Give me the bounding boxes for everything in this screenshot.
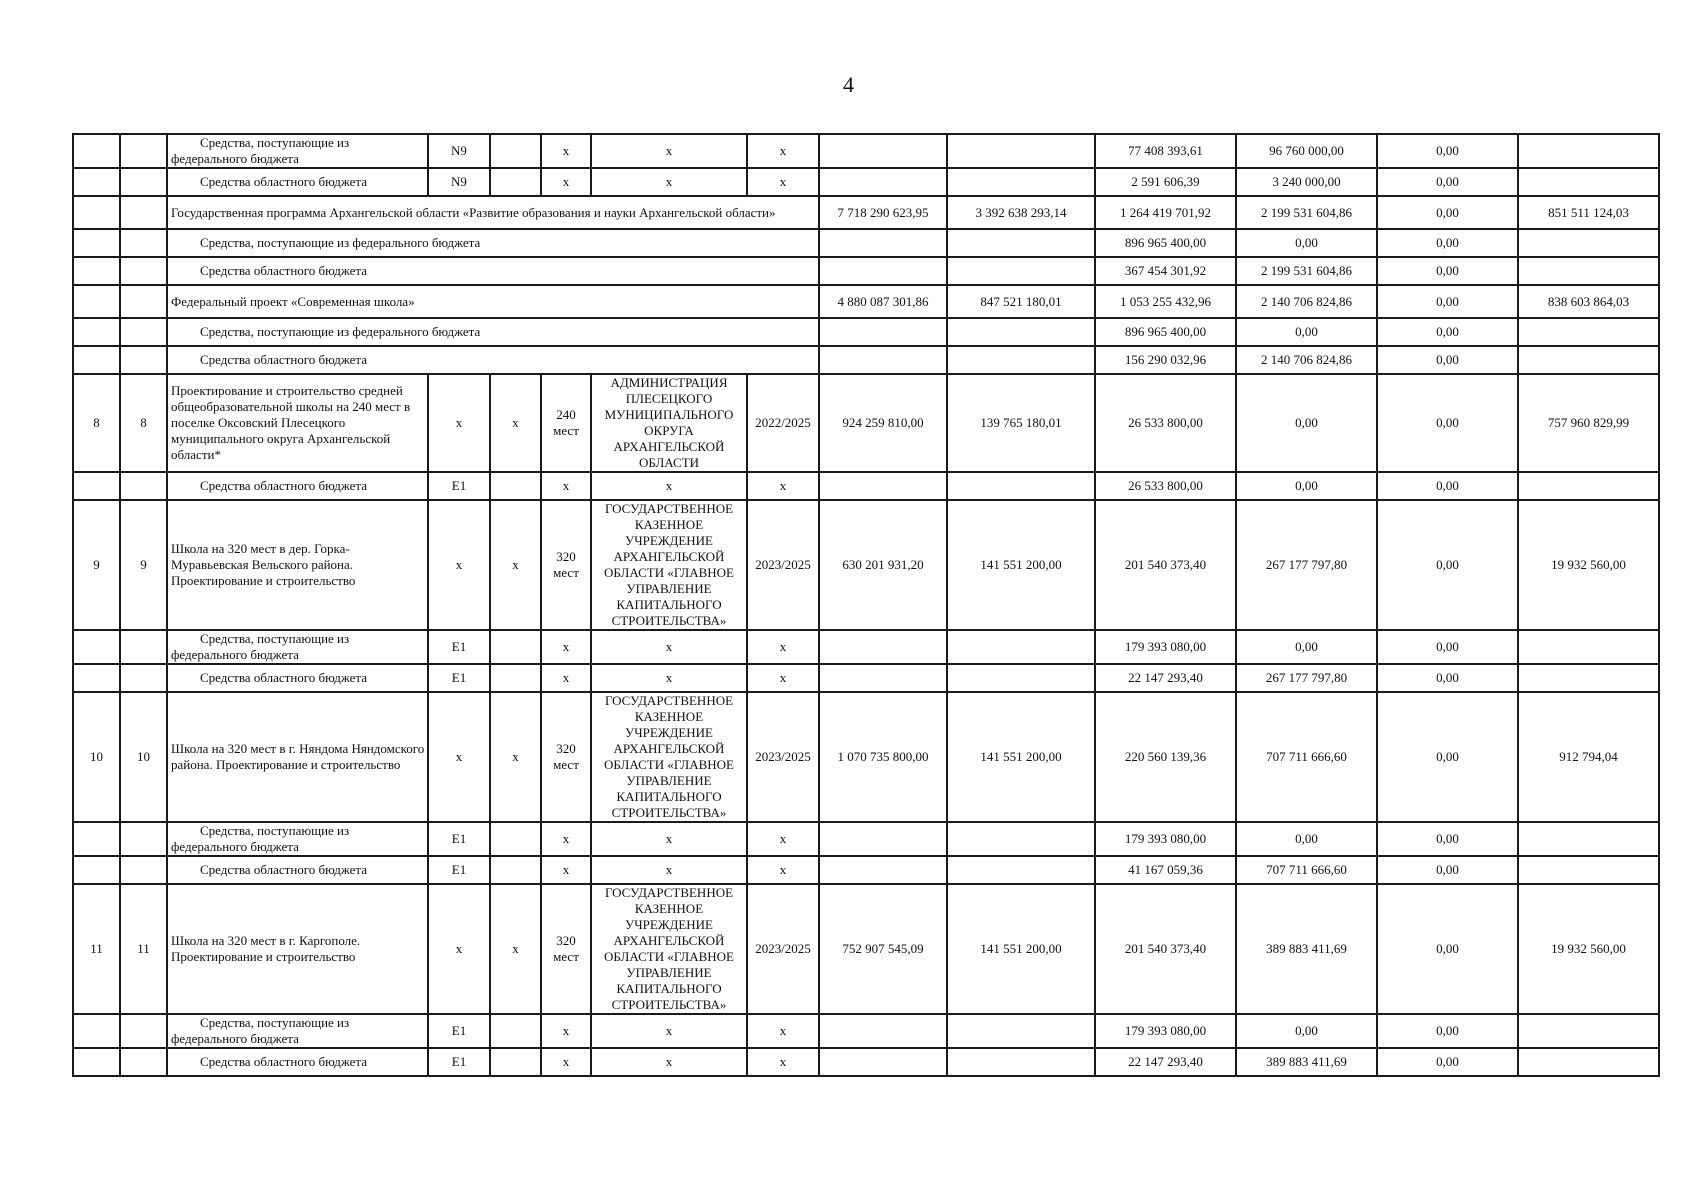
amount-cell [1518,856,1659,884]
code-cell: x [428,500,490,630]
capacity-cell: 240 мест [541,374,591,472]
marker-cell [490,134,541,168]
row-number-cell [120,168,167,196]
table-row [73,822,1659,856]
row-number-cell [120,472,167,500]
row-number-cell [73,630,120,664]
marker-cell [490,822,541,856]
funding-source-cell: Средства областного бюджета [167,472,428,500]
amount-cell: 912 794,04 [1518,692,1659,822]
amount-cell: 179 393 080,00 [1095,822,1236,856]
row-number-cell [120,664,167,692]
amount-cell [819,822,947,856]
organization-cell: x [591,630,747,664]
capacity-cell: x [541,1048,591,1076]
amount-cell [1518,168,1659,196]
amount-cell: 139 765 180,01 [947,374,1095,472]
object-name-cell: Школа на 320 мест в дер. Горка-Муравьевская Вельского района. Проектирование и строительство [167,500,428,630]
amount-cell: 389 883 411,69 [1236,884,1377,1014]
amount-cell: 707 711 666,60 [1236,856,1377,884]
amount-cell [1518,822,1659,856]
amount-cell: 3 240 000,00 [1236,168,1377,196]
code-cell: E1 [428,1014,490,1048]
amount-cell: 752 907 545,09 [819,884,947,1014]
amount-cell: 389 883 411,69 [1236,1048,1377,1076]
row-number-cell [120,229,167,257]
amount-cell: 220 560 139,36 [1095,692,1236,822]
amount-cell [819,856,947,884]
amount-cell [1518,630,1659,664]
table-row [73,856,1659,884]
amount-cell: 22 147 293,40 [1095,1048,1236,1076]
amount-cell: 0,00 [1377,229,1518,257]
table-row [73,346,1659,374]
code-cell: E1 [428,472,490,500]
table-body [73,134,1659,1076]
table-row [73,630,1659,664]
table-row [73,664,1659,692]
amount-cell: 0,00 [1377,134,1518,168]
code-cell: x [428,884,490,1014]
funding-source-cell: Средства областного бюджета [167,168,428,196]
amount-cell [1518,664,1659,692]
row-number-cell [120,1014,167,1048]
amount-cell: 7 718 290 623,95 [819,196,947,229]
object-name-cell: Проектирование и строительство средней общеобразовательной школы на 240 мест в поселке Оксовский Плесецкого муниципального округа Архангельской области* [167,374,428,472]
amount-cell [1518,1048,1659,1076]
amount-cell: 0,00 [1377,822,1518,856]
period-cell: x [747,1048,819,1076]
amount-cell: 0,00 [1236,229,1377,257]
funding-source-cell: Средства, поступающие из федерального бюджета [167,630,428,664]
amount-cell [819,318,947,346]
organization-cell: ГОСУДАРСТВЕННОЕ КАЗЕННОЕ УЧРЕЖДЕНИЕ АРХАНГЕЛЬСКОЙ ОБЛАСТИ «ГЛАВНОЕ УПРАВЛЕНИЕ КАПИТАЛЬНОГО СТРОИТЕЛЬСТВА» [591,884,747,1014]
row-number-cell: 9 [73,500,120,630]
row-number-cell [120,856,167,884]
table-row [73,285,1659,318]
amount-cell [947,822,1095,856]
amount-cell: 2 199 531 604,86 [1236,196,1377,229]
period-cell: x [747,664,819,692]
code-cell: E1 [428,664,490,692]
code-cell: x [428,692,490,822]
row-number-cell [120,822,167,856]
row-number-cell [73,168,120,196]
organization-cell: x [591,664,747,692]
marker-cell [490,664,541,692]
amount-cell [947,856,1095,884]
amount-cell [819,1014,947,1048]
capacity-cell: x [541,472,591,500]
organization-cell: x [591,134,747,168]
amount-cell: 141 551 200,00 [947,500,1095,630]
row-number-cell: 8 [73,374,120,472]
amount-cell [819,134,947,168]
amount-cell [947,318,1095,346]
budget-table [72,133,1660,1077]
amount-cell: 0,00 [1236,630,1377,664]
table-row [73,1048,1659,1076]
row-number-cell: 8 [120,374,167,472]
code-cell: E1 [428,630,490,664]
period-cell: x [747,168,819,196]
amount-cell [819,472,947,500]
code-cell: E1 [428,1048,490,1076]
funding-source-cell: Средства, поступающие из федерального бюджета [167,229,819,257]
capacity-cell: x [541,630,591,664]
amount-cell: 0,00 [1377,856,1518,884]
amount-cell: 838 603 864,03 [1518,285,1659,318]
amount-cell [1518,1014,1659,1048]
period-cell: x [747,630,819,664]
amount-cell: 0,00 [1377,285,1518,318]
amount-cell [947,134,1095,168]
organization-cell: x [591,168,747,196]
row-number-cell [73,134,120,168]
amount-cell [819,257,947,285]
marker-cell [490,168,541,196]
amount-cell: 201 540 373,40 [1095,500,1236,630]
amount-cell: 77 408 393,61 [1095,134,1236,168]
period-cell: x [747,856,819,884]
capacity-cell: x [541,664,591,692]
row-number-cell [73,229,120,257]
marker-cell [490,630,541,664]
funding-source-cell: Средства, поступающие из федерального бюджета [167,318,819,346]
amount-cell [947,168,1095,196]
table-row [73,257,1659,285]
row-number-cell [120,1048,167,1076]
capacity-cell: x [541,856,591,884]
amount-cell: 1 070 735 800,00 [819,692,947,822]
amount-cell [819,346,947,374]
row-number-cell: 10 [73,692,120,822]
funding-source-cell: Средства областного бюджета [167,1048,428,1076]
table-row [73,472,1659,500]
marker-cell [490,856,541,884]
row-number-cell [73,664,120,692]
amount-cell: 0,00 [1377,500,1518,630]
page-number: 4 [843,72,854,97]
row-number-cell [120,134,167,168]
amount-cell: 19 932 560,00 [1518,500,1659,630]
capacity-cell: 320 мест [541,692,591,822]
funding-source-cell: Средства областного бюджета [167,346,819,374]
table-row [73,229,1659,257]
capacity-cell: x [541,1014,591,1048]
amount-cell: 0,00 [1377,374,1518,472]
amount-cell: 141 551 200,00 [947,884,1095,1014]
marker-cell: x [490,374,541,472]
amount-cell: 2 140 706 824,86 [1236,346,1377,374]
code-cell: E1 [428,822,490,856]
amount-cell: 26 533 800,00 [1095,472,1236,500]
row-number-cell: 10 [120,692,167,822]
amount-cell: 267 177 797,80 [1236,500,1377,630]
row-number-cell [120,630,167,664]
amount-cell: 847 521 180,01 [947,285,1095,318]
organization-cell: x [591,1048,747,1076]
amount-cell: 0,00 [1236,1014,1377,1048]
amount-cell [819,664,947,692]
amount-cell: 22 147 293,40 [1095,664,1236,692]
amount-cell [1518,257,1659,285]
amount-cell: 201 540 373,40 [1095,884,1236,1014]
amount-cell: 896 965 400,00 [1095,318,1236,346]
amount-cell [947,1048,1095,1076]
amount-cell [819,229,947,257]
row-number-cell [120,346,167,374]
object-name-cell: Школа на 320 мест в г. Каргополе. Проектирование и строительство [167,884,428,1014]
capacity-cell: 320 мест [541,500,591,630]
amount-cell: 0,00 [1377,1048,1518,1076]
amount-cell: 0,00 [1236,318,1377,346]
row-number-cell: 11 [73,884,120,1014]
amount-cell [947,630,1095,664]
period-cell: x [747,1014,819,1048]
row-number-cell [120,257,167,285]
amount-cell: 96 760 000,00 [1236,134,1377,168]
period-cell: x [747,822,819,856]
amount-cell [1518,134,1659,168]
amount-cell: 2 591 606,39 [1095,168,1236,196]
row-number-cell [73,1014,120,1048]
capacity-cell: x [541,168,591,196]
code-cell: N9 [428,168,490,196]
amount-cell: 179 393 080,00 [1095,630,1236,664]
code-cell: x [428,374,490,472]
table-row [73,196,1659,229]
amount-cell: 707 711 666,60 [1236,692,1377,822]
organization-cell: x [591,1014,747,1048]
amount-cell [947,229,1095,257]
row-number-cell [73,346,120,374]
row-number-cell [73,285,120,318]
amount-cell: 0,00 [1377,472,1518,500]
period-cell: 2023/2025 [747,692,819,822]
amount-cell: 851 511 124,03 [1518,196,1659,229]
organization-cell: x [591,822,747,856]
funding-source-cell: Средства, поступающие из федерального бюджета [167,822,428,856]
table-row [73,884,1659,1014]
funding-source-cell: Средства областного бюджета [167,664,428,692]
amount-cell: 924 259 810,00 [819,374,947,472]
amount-cell: 367 454 301,92 [1095,257,1236,285]
amount-cell: 0,00 [1377,168,1518,196]
funding-source-cell: Средства, поступающие из федерального бюджета [167,1014,428,1048]
row-number-cell [73,856,120,884]
amount-cell [819,168,947,196]
amount-cell: 2 140 706 824,86 [1236,285,1377,318]
organization-cell: ГОСУДАРСТВЕННОЕ КАЗЕННОЕ УЧРЕЖДЕНИЕ АРХАНГЕЛЬСКОЙ ОБЛАСТИ «ГЛАВНОЕ УПРАВЛЕНИЕ КАПИТАЛЬНОГО СТРОИТЕЛЬСТВА» [591,692,747,822]
amount-cell [1518,318,1659,346]
table-row [73,692,1659,822]
period-cell: x [747,472,819,500]
amount-cell: 0,00 [1377,346,1518,374]
organization-cell: АДМИНИСТРАЦИЯ ПЛЕСЕЦКОГО МУНИЦИПАЛЬНОГО ОКРУГА АРХАНГЕЛЬСКОЙ ОБЛАСТИ [591,374,747,472]
amount-cell: 0,00 [1377,257,1518,285]
amount-cell [819,1048,947,1076]
marker-cell: x [490,692,541,822]
amount-cell: 0,00 [1377,692,1518,822]
code-cell: N9 [428,134,490,168]
period-cell: 2023/2025 [747,500,819,630]
amount-cell [947,346,1095,374]
table-row [73,500,1659,630]
amount-cell: 757 960 829,99 [1518,374,1659,472]
row-number-cell [73,822,120,856]
table-row [73,168,1659,196]
capacity-cell: x [541,822,591,856]
amount-cell: 630 201 931,20 [819,500,947,630]
amount-cell: 2 199 531 604,86 [1236,257,1377,285]
funding-source-cell: Средства областного бюджета [167,856,428,884]
period-cell: 2023/2025 [747,884,819,1014]
organization-cell: ГОСУДАРСТВЕННОЕ КАЗЕННОЕ УЧРЕЖДЕНИЕ АРХАНГЕЛЬСКОЙ ОБЛАСТИ «ГЛАВНОЕ УПРАВЛЕНИЕ КАПИТАЛЬНОГО СТРОИТЕЛЬСТВА» [591,500,747,630]
marker-cell [490,1014,541,1048]
marker-cell: x [490,884,541,1014]
capacity-cell: 320 мест [541,884,591,1014]
amount-cell: 19 932 560,00 [1518,884,1659,1014]
amount-cell: 0,00 [1236,374,1377,472]
marker-cell: x [490,500,541,630]
amount-cell: 0,00 [1377,630,1518,664]
row-number-cell [73,472,120,500]
amount-cell: 0,00 [1377,318,1518,346]
row-number-cell [120,318,167,346]
amount-cell [819,630,947,664]
row-number-cell [120,196,167,229]
amount-cell: 26 533 800,00 [1095,374,1236,472]
table-row [73,134,1659,168]
table-row [73,374,1659,472]
row-number-cell: 11 [120,884,167,1014]
amount-cell [1518,472,1659,500]
amount-cell [947,1014,1095,1048]
amount-cell [947,257,1095,285]
amount-cell: 4 880 087 301,86 [819,285,947,318]
organization-cell: x [591,856,747,884]
organization-cell: x [591,472,747,500]
program-name-cell: Государственная программа Архангельской области «Развитие образования и науки Архангельской области» [167,196,819,229]
amount-cell: 0,00 [1377,1014,1518,1048]
amount-cell: 1 053 255 432,96 [1095,285,1236,318]
row-number-cell [73,257,120,285]
amount-cell [1518,346,1659,374]
funding-source-cell: Средства, поступающие из федерального бюджета [167,134,428,168]
amount-cell: 0,00 [1236,822,1377,856]
capacity-cell: x [541,134,591,168]
period-cell: 2022/2025 [747,374,819,472]
amount-cell: 0,00 [1377,884,1518,1014]
amount-cell: 141 551 200,00 [947,692,1095,822]
row-number-cell [73,318,120,346]
amount-cell: 0,00 [1377,664,1518,692]
amount-cell: 3 392 638 293,14 [947,196,1095,229]
table-row [73,318,1659,346]
period-cell: x [747,134,819,168]
program-name-cell: Федеральный проект «Современная школа» [167,285,819,318]
amount-cell: 0,00 [1377,196,1518,229]
amount-cell: 156 290 032,96 [1095,346,1236,374]
amount-cell: 267 177 797,80 [1236,664,1377,692]
row-number-cell [73,196,120,229]
row-number-cell: 9 [120,500,167,630]
amount-cell: 41 167 059,36 [1095,856,1236,884]
amount-cell [1518,229,1659,257]
row-number-cell [120,285,167,318]
amount-cell [947,472,1095,500]
amount-cell [947,664,1095,692]
amount-cell: 896 965 400,00 [1095,229,1236,257]
table-row [73,1014,1659,1048]
object-name-cell: Школа на 320 мест в г. Няндома Няндомского района. Проектирование и строительство [167,692,428,822]
amount-cell: 1 264 419 701,92 [1095,196,1236,229]
code-cell: E1 [428,856,490,884]
amount-cell: 179 393 080,00 [1095,1014,1236,1048]
amount-cell: 0,00 [1236,472,1377,500]
funding-source-cell: Средства областного бюджета [167,257,819,285]
marker-cell [490,1048,541,1076]
row-number-cell [73,1048,120,1076]
marker-cell [490,472,541,500]
